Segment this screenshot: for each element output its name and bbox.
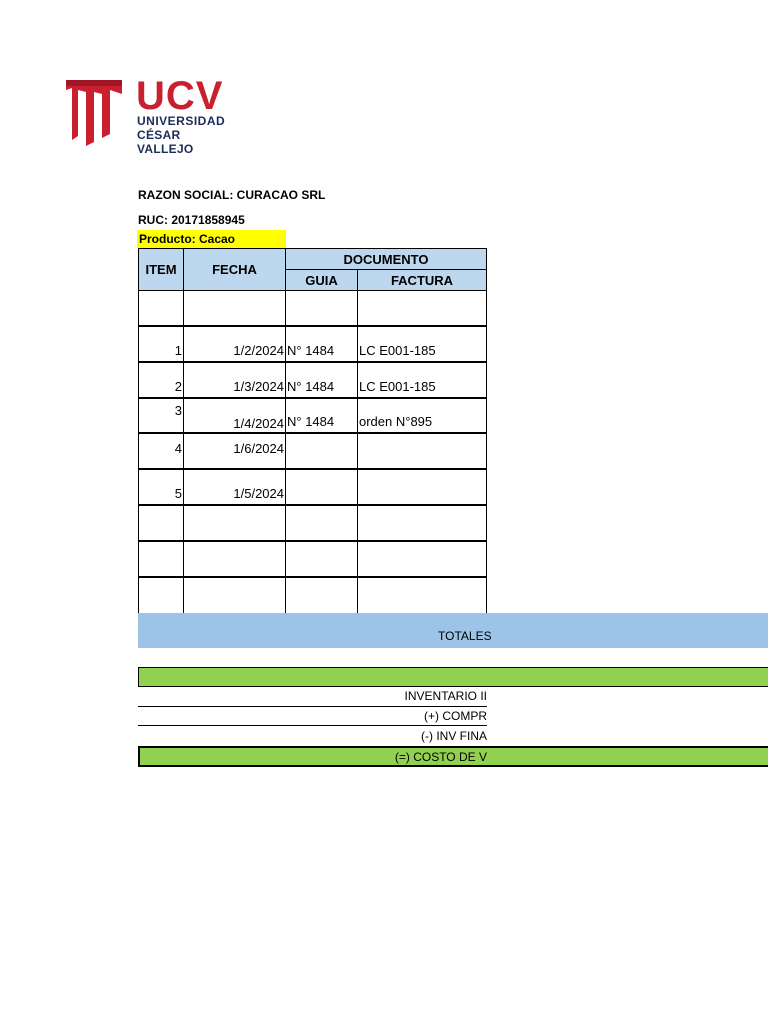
summary-header-band <box>138 667 768 687</box>
producto-label: Producto: Cacao <box>137 230 286 248</box>
table-cell-item <box>138 468 184 506</box>
table-cell-item <box>138 504 184 542</box>
item-value: 3 <box>174 403 182 418</box>
table-cell-guia <box>285 325 358 363</box>
header-documento: DOCUMENTO <box>285 248 487 270</box>
table-cell-factura <box>357 397 487 434</box>
costo-row: (=) COSTO DE V <box>394 750 487 764</box>
table-cell-item <box>138 397 184 434</box>
table-cell-factura <box>357 290 487 327</box>
fecha-value: 1/4/2024 <box>233 416 284 431</box>
table-cell-guia <box>285 397 358 434</box>
table-cell-factura <box>357 540 487 578</box>
logo-line1: UNIVERSIDAD <box>137 114 226 128</box>
compras-table <box>138 248 487 649</box>
table-cell-guia <box>285 504 358 542</box>
header-factura: FACTURA <box>357 269 487 291</box>
factura-value: LC E001-185 <box>359 379 436 394</box>
ruc: RUC: 20171858945 <box>138 213 245 227</box>
table-cell-factura <box>357 361 487 399</box>
fecha-value: 1/5/2024 <box>233 486 284 501</box>
table-cell-guia <box>285 540 358 578</box>
ucv-logo <box>64 74 234 156</box>
table-cell-factura <box>357 468 487 506</box>
item-value: 5 <box>174 486 182 501</box>
table-cell-guia <box>285 361 358 399</box>
table-cell-fecha <box>183 325 286 363</box>
table-cell-guia <box>285 290 358 327</box>
inv-final-row: (-) INV FINA <box>421 729 487 743</box>
guia-value: N° 1484 <box>287 343 335 358</box>
table-cell-fecha <box>183 540 286 578</box>
table-cell-fecha <box>183 290 286 327</box>
divider <box>138 706 487 707</box>
table-cell-item <box>138 540 184 578</box>
logo-line2: CÉSAR VALLEJO <box>137 128 194 156</box>
table-cell-item <box>138 361 184 399</box>
header-guia: GUIA <box>285 269 358 291</box>
header-item: ITEM <box>138 248 184 291</box>
fecha-value: 1/3/2024 <box>233 379 284 394</box>
table-cell-guia <box>285 576 358 614</box>
table-cell-fecha <box>183 468 286 506</box>
logo-brand: UCV <box>136 74 224 118</box>
table-cell-item <box>138 290 184 327</box>
table-cell-item <box>138 576 184 614</box>
fecha-value: 1/6/2024 <box>233 441 284 456</box>
table-cell-guia <box>285 432 358 470</box>
inventario-inicial: INVENTARIO II <box>404 689 487 703</box>
table-cell-fecha <box>183 432 286 470</box>
guia-value: N° 1484 <box>287 379 335 394</box>
table-cell-guia <box>285 468 358 506</box>
table-cell-factura <box>357 432 487 470</box>
item-value: 2 <box>174 379 182 394</box>
guia-value: N° 1484 <box>287 414 335 429</box>
razon-social: RAZON SOCIAL: CURACAO SRL <box>138 188 326 202</box>
table-cell-fecha <box>183 504 286 542</box>
item-value: 4 <box>174 441 182 456</box>
divider <box>138 725 487 726</box>
totales-label: TOTALES <box>438 629 492 643</box>
compras-row: (+) COMPR <box>424 709 487 723</box>
table-cell-fecha <box>183 576 286 614</box>
factura-value: LC E001-185 <box>359 343 436 358</box>
table-cell-fecha <box>183 397 286 434</box>
table-cell-item <box>138 325 184 363</box>
item-value: 1 <box>174 343 182 358</box>
header-fecha: FECHA <box>183 248 286 291</box>
table-cell-fecha <box>183 361 286 399</box>
table-cell-factura <box>357 576 487 614</box>
fecha-value: 1/2/2024 <box>233 343 284 358</box>
table-cell-item <box>138 432 184 470</box>
factura-value: orden N°895 <box>359 414 433 429</box>
table-cell-factura <box>357 504 487 542</box>
table-cell-factura <box>357 325 487 363</box>
ucv-shield-icon <box>64 76 124 148</box>
